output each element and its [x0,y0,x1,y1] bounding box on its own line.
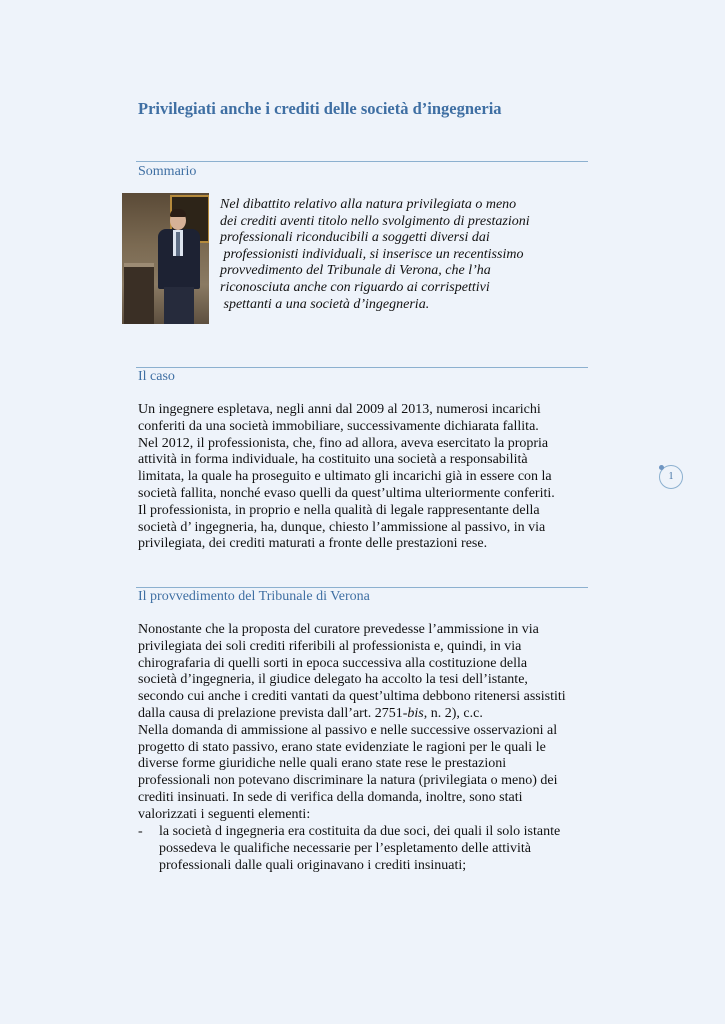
caso-heading: Il caso [138,369,175,384]
author-photo [122,193,209,324]
summary-heading: Sommario [138,164,197,179]
caso-line: limitata, la quale ha proseguito e ultimato gli incarichi già in essere con la [138,469,552,485]
caso-line: conferiti da una società immobiliare, successivamente dichiarata fallita. [138,418,539,434]
caso-line: società fallita, nonché evaso quelli da quest’ultima ulteriormente conferiti. [138,485,555,501]
badge-dot [659,465,664,470]
provvedimento-line: privilegiata dei soli crediti riferibili al professionista e, quindi, in via [138,638,522,654]
caso-line: Nel 2012, il professionista, che, fino ad allora, aveva esercitato la propria [138,435,549,451]
caso-line: privilegiata, dei crediti maturati a fronte delle prestazioni rese. [138,536,488,552]
provvedimento-line: secondo cui anche i crediti vantati da quest’ultima debbono ritenersi assistiti [138,689,566,705]
document-title: Privilegiati anche i crediti delle società d’ingegneria [138,99,502,118]
provvedimento-line: Nella domanda di ammissione al passivo e nelle successive osservazioni al [138,722,558,738]
caso-divider [136,367,588,368]
summary-line: professionisti individuali, si inserisce un recentissimo [220,246,524,262]
provvedimento-line: professionali non potevano discriminare la natura (privilegiata o meno) dei [138,773,558,789]
provvedimento-line: Nonostante che la proposta del curatore prevedesse l’ammissione in via [138,622,539,637]
caso-line: attività in forma individuale, ha costituito una società a responsabilità [138,452,528,468]
person-tie [176,232,180,256]
bullet-dash: - [138,824,143,839]
provvedimento-heading: Il provvedimento del Tribunale di Verona [138,589,370,604]
person-hair [170,209,186,217]
summary-line: professionali riconducibili a soggetti diversi dai [220,230,490,246]
bullet-line: possedeva le qualifiche necessarie per l’espletamento delle attività [159,840,532,856]
provvedimento-paragraph [138,622,566,824]
summary-line: provvedimento del Tribunale di Verona, che l’ha [220,263,491,279]
provvedimento-divider [136,587,588,588]
ref-pre: dalla causa di prelazione prevista dall’art. 2751- [138,705,408,721]
provvedimento-line: società d’ingegneria, il giudice delegato ha accolto la tesi dell’istante, [138,672,528,688]
provvedimento-ref-line [138,706,566,723]
page-number: 1 [668,471,674,482]
summary-line: riconosciuta anche con riguardo ai corrispettivi [220,279,490,295]
provvedimento-line: valorizzati i seguenti elementi: [138,806,311,822]
summary-line: dei crediti aventi titolo nello svolgimento di prestazioni [220,213,530,229]
ref-italic: bis [407,705,424,721]
page-number-badge [659,465,683,489]
caso-line: Il professionista, in proprio e nella qualità di legale rappresentante della [138,502,540,518]
provvedimento-line: progetto di stato passivo, erano state evidenziate le ragioni per le quali le [138,739,546,755]
bullet-line: la società d ingegneria era costituita da due soci, dei quali il solo istante [159,824,561,839]
caso-line: Un ingegnere espletava, negli anni dal 2009 al 2013, numerosi incarichi [138,402,541,417]
person-legs [164,287,194,324]
provvedimento-line: crediti insinuati. In sede di verifica della domanda, inoltre, sono stati [138,789,523,805]
provvedimento-line: diverse forme giuridiche nelle quali erano state rese le prestazioni [138,756,507,772]
provvedimento-line: chirografaria di quelli sorti in epoca successiva alla costituzione della [138,655,528,671]
summary-line: Nel dibattito relativo alla natura privilegiata o meno [220,197,517,212]
caso-paragraph [138,402,555,553]
summary-line: spettanti a una società d’ingegneria. [220,296,430,312]
bullet-text [159,824,560,874]
ref-post: , n. 2), c.c. [423,705,483,721]
bullet-line: professionali dalle quali originavano i crediti insinuati; [159,857,467,873]
caso-line: società d’ ingegneria, ha, dunque, chiesto l’ammissione al passivo, in via [138,519,546,535]
summary-text [220,197,530,313]
summary-divider [136,161,588,162]
fireplace [124,263,154,324]
